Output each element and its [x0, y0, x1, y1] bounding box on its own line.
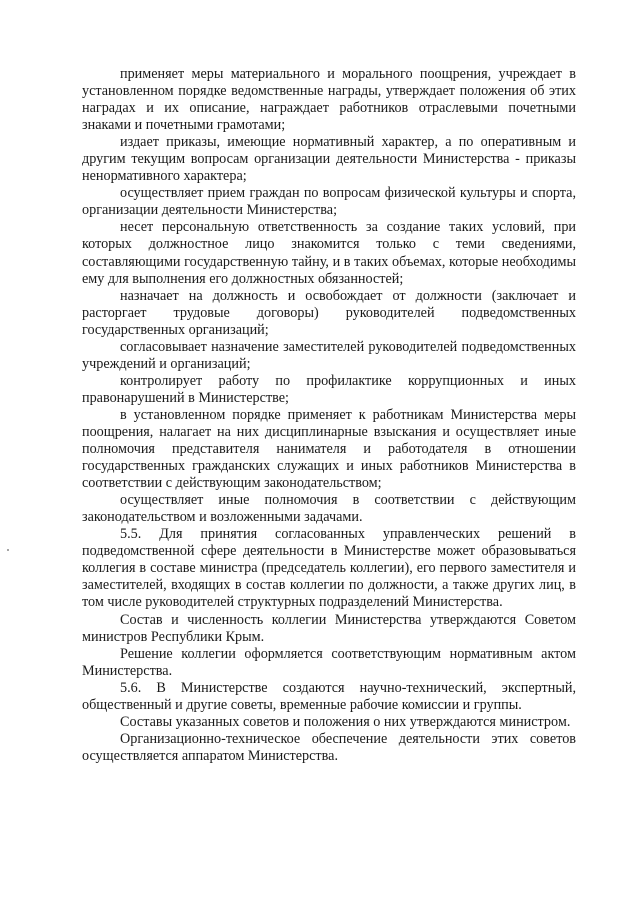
paragraph-reception: осуществляет прием граждан по вопросам физической культуры и спорта, организации деятельности Министерства;: [82, 185, 576, 219]
paragraph-other-powers: осуществляет иные полномочия в соответствии с действующим законодательством и возложенными задачами.: [82, 492, 576, 526]
paragraph-councils-approval: Составы указанных советов и положения о них утверждаются министром.: [120, 713, 571, 730]
paragraph-collegium-composition: Состав и численность коллегии Министерства утверждаются Советом министров Республики Крым.: [82, 611, 576, 645]
paragraph-approve-deputies: согласовывает назначение заместителей руководителей подведомственных учреждений и организаций;: [82, 338, 576, 372]
paragraph-awards: применяет меры материального и морального поощрения, учреждает в установленном порядке ведомственные награды, утверждает положения об этих наградах и их описание, награждает работников отраслевыми почетными знаками и почетными грамотами;: [82, 66, 576, 134]
paragraph-appoint-heads: назначает на должность и освобождает от должности (заключает и расторгает трудовые договоры) руководителей подведомственных государственных организаций;: [82, 287, 576, 338]
paragraph-collegium-decision: Решение коллегии оформляется соответствующим нормативным актом Министерства.: [82, 645, 576, 679]
paragraph-anticorruption: контролирует работу по профилактике коррупционных и иных правонарушений в Министерстве;: [82, 372, 576, 406]
paragraph-employee-measures: в установленном порядке применяет к работникам Министерства меры поощрения, налагает на них дисциплинарные взыскания и осуществляет иные полномочия представителя нанимателя и работодателя в отношении государственных гражданских служащих и иных работников Министерства в соответствии с действующим законодательством;: [82, 406, 576, 492]
paragraph-orders: издает приказы, имеющие нормативный характер, а по оперативным и другим текущим вопросам организации деятельности Министерства - приказы ненормативного характера;: [82, 134, 576, 185]
paragraph-5-6-councils: 5.6. В Министерстве создаются научно-технический, экспертный, общественный и другие советы, временные рабочие комиссии и группы.: [82, 679, 576, 713]
paragraph-5-5-collegium: 5.5. Для принятия согласованных управленческих решений в подведомственной сфере деятельности в Министерстве может образовываться коллегия в составе министра (председатель коллегии), его первого заместителя и заместителей, входящих в состав коллегии по должности, а также других лиц, в том числе руководителей структурных подразделений Министерства.: [82, 526, 576, 611]
scan-speck: [7, 549, 9, 551]
paragraph-state-secret: несет персональную ответственность за создание таких условий, при которых должностное лицо знакомится только с теми сведениями, составляющими государственную тайну, и в таких объемах, которые необходимы ему для выполнения его должностных обязанностей;: [82, 219, 576, 287]
paragraph-councils-support: Организационно-техническое обеспечение деятельности этих советов осуществляется аппаратом Министерства.: [82, 730, 576, 764]
document-page: [82, 66, 576, 765]
